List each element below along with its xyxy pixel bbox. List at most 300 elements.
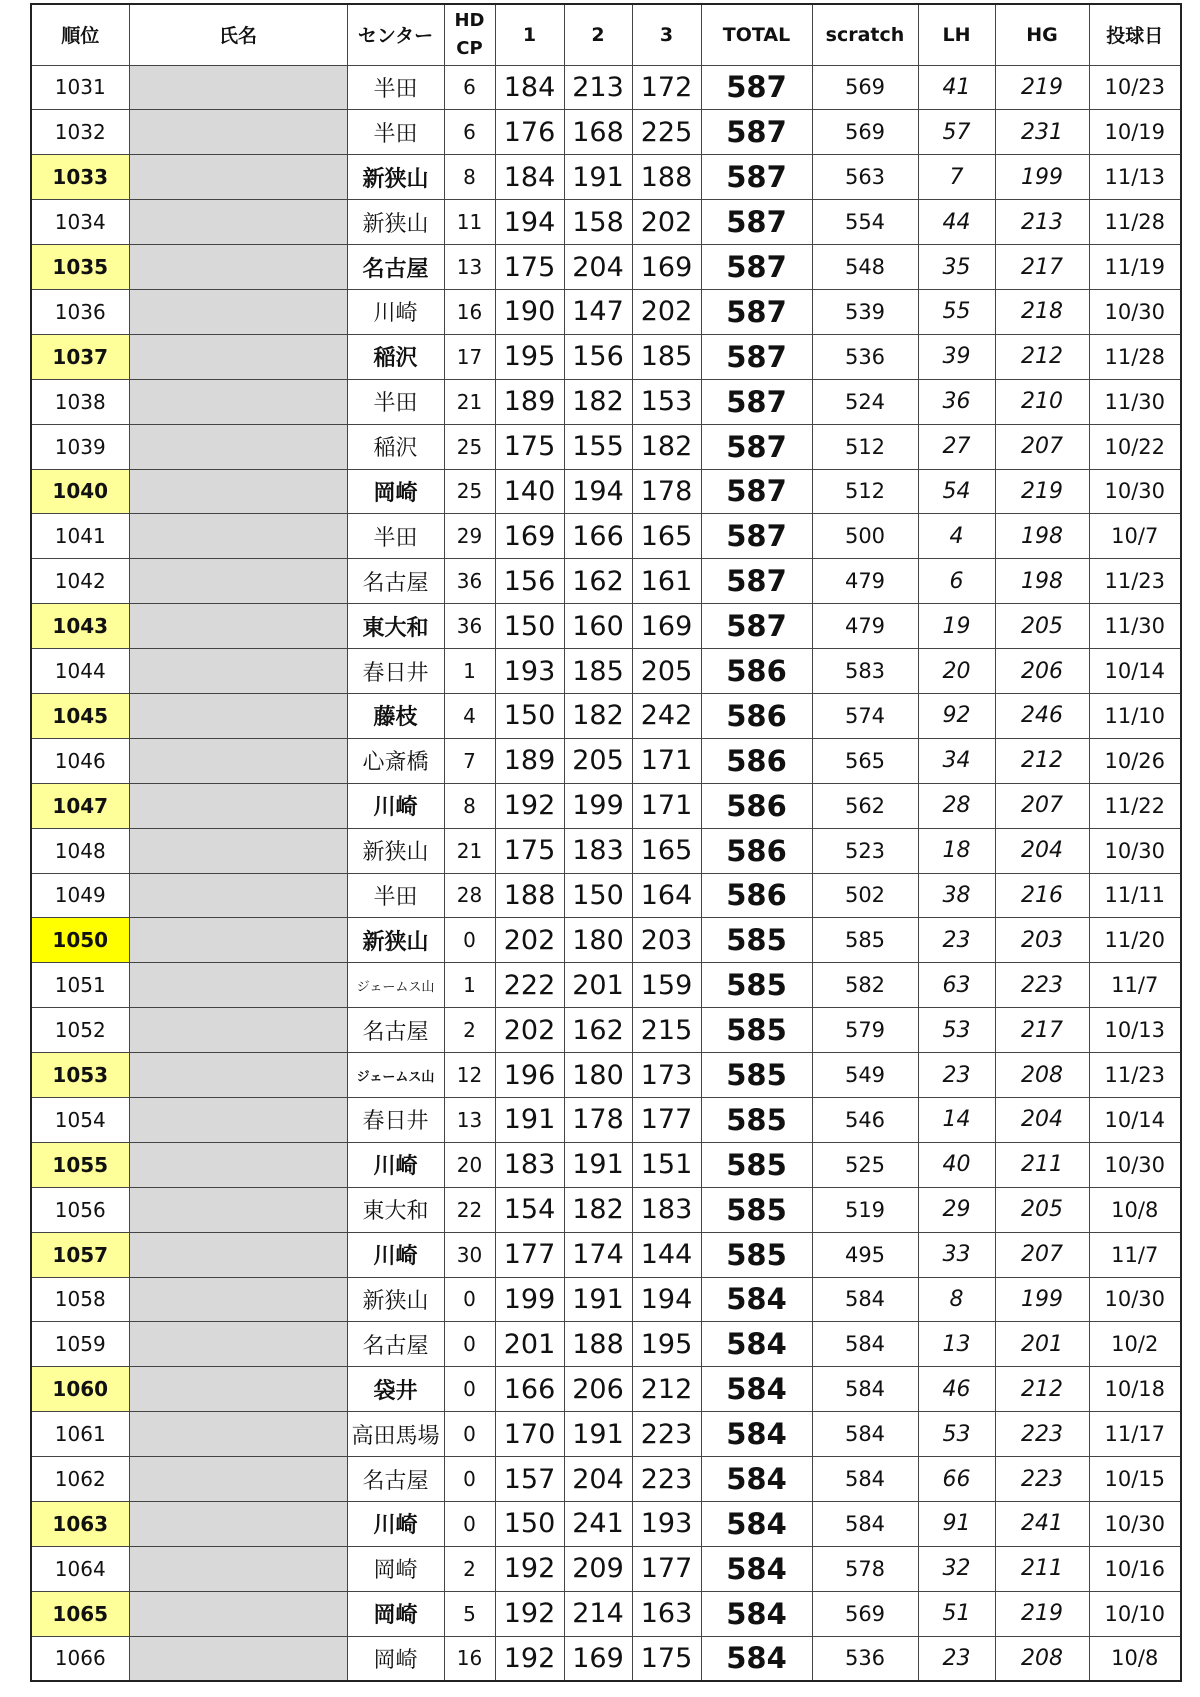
- lh-cell: 23: [918, 918, 995, 963]
- name-cell-redacted: [129, 65, 347, 110]
- lh-cell: 55: [918, 289, 995, 334]
- table-row: [31, 65, 1181, 110]
- table-row: [31, 783, 1181, 828]
- date-cell: 11/10: [1089, 693, 1181, 738]
- center-cell: 高田馬場: [347, 1412, 444, 1457]
- scratch-cell: 546: [812, 1097, 918, 1142]
- hdcp-cell: 12: [444, 1053, 495, 1098]
- date-cell: 11/7: [1089, 963, 1181, 1008]
- hg-cell: 223: [995, 963, 1089, 1008]
- center-cell: 名古屋: [347, 245, 444, 290]
- total-cell: 586: [701, 649, 812, 694]
- table-row: [31, 1232, 1181, 1277]
- name-cell-redacted: [129, 828, 347, 873]
- table-row: [31, 289, 1181, 334]
- table-row: [31, 873, 1181, 918]
- lh-cell: 35: [918, 245, 995, 290]
- header-game-2: 2: [564, 4, 632, 65]
- game2-cell: 209: [564, 1546, 632, 1591]
- lh-cell: 23: [918, 1053, 995, 1098]
- center-cell: 川崎: [347, 783, 444, 828]
- hdcp-cell: 21: [444, 828, 495, 873]
- table-row: [31, 604, 1181, 649]
- game2-cell: 191: [564, 1277, 632, 1322]
- hg-cell: 208: [995, 1636, 1089, 1681]
- total-cell: 587: [701, 334, 812, 379]
- total-cell: 587: [701, 424, 812, 469]
- game1-cell: 192: [495, 1546, 564, 1591]
- lh-cell: 51: [918, 1591, 995, 1636]
- total-cell: 587: [701, 379, 812, 424]
- center-cell: 新狭山: [347, 1277, 444, 1322]
- table-row: [31, 1457, 1181, 1502]
- name-cell-redacted: [129, 1457, 347, 1502]
- hdcp-cell: 28: [444, 873, 495, 918]
- name-cell-redacted: [129, 1142, 347, 1187]
- scratch-cell: 584: [812, 1322, 918, 1367]
- name-cell-redacted: [129, 649, 347, 694]
- game1-cell: 170: [495, 1412, 564, 1457]
- table-row: [31, 1322, 1181, 1367]
- game1-cell: 166: [495, 1367, 564, 1412]
- total-cell: 585: [701, 1187, 812, 1232]
- date-cell: 11/17: [1089, 1412, 1181, 1457]
- date-cell: 10/26: [1089, 738, 1181, 783]
- center-cell: 藤枝: [347, 693, 444, 738]
- hdcp-cell: 11: [444, 200, 495, 245]
- hdcp-cell: 0: [444, 1457, 495, 1502]
- game3-cell: 163: [632, 1591, 701, 1636]
- total-cell: 586: [701, 783, 812, 828]
- table-row: [31, 1412, 1181, 1457]
- scratch-cell: 495: [812, 1232, 918, 1277]
- hg-cell: 199: [995, 1277, 1089, 1322]
- table-row: [31, 1502, 1181, 1547]
- game2-cell: 204: [564, 1457, 632, 1502]
- center-cell: 新狭山: [347, 155, 444, 200]
- game1-cell: 189: [495, 738, 564, 783]
- game3-cell: 171: [632, 738, 701, 783]
- hg-cell: 205: [995, 1187, 1089, 1232]
- hdcp-cell: 2: [444, 1546, 495, 1591]
- date-cell: 11/28: [1089, 334, 1181, 379]
- table-row: [31, 738, 1181, 783]
- table-row: [31, 963, 1181, 1008]
- lh-cell: 44: [918, 200, 995, 245]
- date-cell: 11/7: [1089, 1232, 1181, 1277]
- rank-cell: 1066: [31, 1636, 129, 1681]
- hdcp-cell: 2: [444, 1008, 495, 1053]
- game3-cell: 161: [632, 559, 701, 604]
- game1-cell: 184: [495, 155, 564, 200]
- rank-cell: 1045: [31, 693, 129, 738]
- game1-cell: 188: [495, 873, 564, 918]
- date-cell: 11/28: [1089, 200, 1181, 245]
- game3-cell: 203: [632, 918, 701, 963]
- game3-cell: 215: [632, 1008, 701, 1053]
- scratch-cell: 524: [812, 379, 918, 424]
- game2-cell: 206: [564, 1367, 632, 1412]
- rank-cell: 1054: [31, 1097, 129, 1142]
- date-cell: 10/7: [1089, 514, 1181, 559]
- game3-cell: 172: [632, 65, 701, 110]
- name-cell-redacted: [129, 469, 347, 514]
- scratch-cell: 562: [812, 783, 918, 828]
- date-cell: 10/18: [1089, 1367, 1181, 1412]
- game1-cell: 175: [495, 828, 564, 873]
- name-cell-redacted: [129, 1097, 347, 1142]
- header-hdcp-line2: CP: [456, 37, 483, 59]
- lh-cell: 36: [918, 379, 995, 424]
- hg-cell: 204: [995, 828, 1089, 873]
- table-row: [31, 200, 1181, 245]
- scratch-cell: 536: [812, 334, 918, 379]
- hdcp-cell: 0: [444, 1367, 495, 1412]
- total-cell: 587: [701, 200, 812, 245]
- game1-cell: 202: [495, 918, 564, 963]
- lh-cell: 91: [918, 1502, 995, 1547]
- game2-cell: 213: [564, 65, 632, 110]
- hdcp-cell: 25: [444, 469, 495, 514]
- center-cell: 半田: [347, 110, 444, 155]
- hg-cell: 212: [995, 738, 1089, 783]
- hg-cell: 207: [995, 1232, 1089, 1277]
- table-row: [31, 1187, 1181, 1232]
- hdcp-cell: 8: [444, 783, 495, 828]
- center-cell: 心斎橋: [347, 738, 444, 783]
- hg-cell: 206: [995, 649, 1089, 694]
- date-cell: 10/30: [1089, 1502, 1181, 1547]
- scratch-cell: 548: [812, 245, 918, 290]
- game2-cell: 201: [564, 963, 632, 1008]
- hdcp-cell: 20: [444, 1142, 495, 1187]
- game1-cell: 194: [495, 200, 564, 245]
- rank-cell: 1061: [31, 1412, 129, 1457]
- game2-cell: 168: [564, 110, 632, 155]
- game2-cell: 183: [564, 828, 632, 873]
- game1-cell: 192: [495, 783, 564, 828]
- game3-cell: 225: [632, 110, 701, 155]
- hg-cell: 208: [995, 1053, 1089, 1098]
- lh-cell: 40: [918, 1142, 995, 1187]
- date-cell: 10/30: [1089, 469, 1181, 514]
- game3-cell: 202: [632, 289, 701, 334]
- header-date: 投球日: [1089, 4, 1181, 65]
- lh-cell: 92: [918, 693, 995, 738]
- hg-cell: 217: [995, 245, 1089, 290]
- rank-cell: 1041: [31, 514, 129, 559]
- hdcp-cell: 22: [444, 1187, 495, 1232]
- game3-cell: 195: [632, 1322, 701, 1367]
- game2-cell: 150: [564, 873, 632, 918]
- scratch-cell: 574: [812, 693, 918, 738]
- game3-cell: 169: [632, 245, 701, 290]
- game3-cell: 194: [632, 1277, 701, 1322]
- lh-cell: 34: [918, 738, 995, 783]
- game1-cell: 195: [495, 334, 564, 379]
- center-cell: 名古屋: [347, 1008, 444, 1053]
- game3-cell: 188: [632, 155, 701, 200]
- scratch-cell: 554: [812, 200, 918, 245]
- game3-cell: 144: [632, 1232, 701, 1277]
- rank-cell: 1062: [31, 1457, 129, 1502]
- hdcp-cell: 21: [444, 379, 495, 424]
- center-cell: 稲沢: [347, 334, 444, 379]
- game1-cell: 175: [495, 424, 564, 469]
- lh-cell: 8: [918, 1277, 995, 1322]
- center-cell: 川崎: [347, 289, 444, 334]
- total-cell: 584: [701, 1277, 812, 1322]
- game1-cell: 191: [495, 1097, 564, 1142]
- total-cell: 584: [701, 1591, 812, 1636]
- lh-cell: 63: [918, 963, 995, 1008]
- name-cell-redacted: [129, 738, 347, 783]
- total-cell: 584: [701, 1412, 812, 1457]
- total-cell: 585: [701, 1142, 812, 1187]
- game2-cell: 182: [564, 1187, 632, 1232]
- table-row: [31, 424, 1181, 469]
- rank-cell: 1039: [31, 424, 129, 469]
- header-game-1: 1: [495, 4, 564, 65]
- table-row: [31, 110, 1181, 155]
- hg-cell: 241: [995, 1502, 1089, 1547]
- lh-cell: 20: [918, 649, 995, 694]
- date-cell: 10/30: [1089, 1277, 1181, 1322]
- hdcp-cell: 29: [444, 514, 495, 559]
- game1-cell: 201: [495, 1322, 564, 1367]
- date-cell: 10/13: [1089, 1008, 1181, 1053]
- name-cell-redacted: [129, 918, 347, 963]
- date-cell: 10/23: [1089, 65, 1181, 110]
- rank-cell: 1058: [31, 1277, 129, 1322]
- table-row: [31, 828, 1181, 873]
- scratch-cell: 583: [812, 649, 918, 694]
- total-cell: 586: [701, 693, 812, 738]
- scratch-cell: 585: [812, 918, 918, 963]
- lh-cell: 7: [918, 155, 995, 200]
- game2-cell: 160: [564, 604, 632, 649]
- scratch-cell: 582: [812, 963, 918, 1008]
- game1-cell: 175: [495, 245, 564, 290]
- name-cell-redacted: [129, 245, 347, 290]
- center-cell: 岡崎: [347, 1546, 444, 1591]
- name-cell-redacted: [129, 110, 347, 155]
- name-cell-redacted: [129, 1502, 347, 1547]
- game3-cell: 165: [632, 828, 701, 873]
- center-cell: 名古屋: [347, 559, 444, 604]
- game3-cell: 193: [632, 1502, 701, 1547]
- name-cell-redacted: [129, 1412, 347, 1457]
- rank-cell: 1051: [31, 963, 129, 1008]
- date-cell: 10/16: [1089, 1546, 1181, 1591]
- game1-cell: 156: [495, 559, 564, 604]
- center-cell: 春日井: [347, 1097, 444, 1142]
- ranking-table: [30, 3, 1182, 1682]
- center-cell: 川崎: [347, 1502, 444, 1547]
- center-cell: 岡崎: [347, 1636, 444, 1681]
- game3-cell: 175: [632, 1636, 701, 1681]
- name-cell-redacted: [129, 1008, 347, 1053]
- game1-cell: 150: [495, 1502, 564, 1547]
- date-cell: 10/30: [1089, 828, 1181, 873]
- game3-cell: 183: [632, 1187, 701, 1232]
- game1-cell: 140: [495, 469, 564, 514]
- date-cell: 11/13: [1089, 155, 1181, 200]
- lh-cell: 23: [918, 1636, 995, 1681]
- game1-cell: 154: [495, 1187, 564, 1232]
- game1-cell: 177: [495, 1232, 564, 1277]
- game1-cell: 196: [495, 1053, 564, 1098]
- name-cell-redacted: [129, 604, 347, 649]
- game1-cell: 192: [495, 1636, 564, 1681]
- lh-cell: 6: [918, 559, 995, 604]
- scratch-cell: 539: [812, 289, 918, 334]
- name-cell-redacted: [129, 693, 347, 738]
- game2-cell: 162: [564, 1008, 632, 1053]
- lh-cell: 19: [918, 604, 995, 649]
- game1-cell: 150: [495, 604, 564, 649]
- game1-cell: 157: [495, 1457, 564, 1502]
- scratch-cell: 502: [812, 873, 918, 918]
- game3-cell: 242: [632, 693, 701, 738]
- hg-cell: 210: [995, 379, 1089, 424]
- scratch-cell: 525: [812, 1142, 918, 1187]
- total-cell: 586: [701, 828, 812, 873]
- table-header: [31, 4, 1181, 65]
- game2-cell: 147: [564, 289, 632, 334]
- header-lh: LH: [918, 4, 995, 65]
- lh-cell: 53: [918, 1412, 995, 1457]
- total-cell: 584: [701, 1367, 812, 1412]
- hdcp-cell: 5: [444, 1591, 495, 1636]
- name-cell-redacted: [129, 1546, 347, 1591]
- game1-cell: 193: [495, 649, 564, 694]
- lh-cell: 39: [918, 334, 995, 379]
- rank-cell: 1034: [31, 200, 129, 245]
- game2-cell: 191: [564, 1412, 632, 1457]
- game2-cell: 174: [564, 1232, 632, 1277]
- scratch-cell: 584: [812, 1367, 918, 1412]
- date-cell: 10/22: [1089, 424, 1181, 469]
- game2-cell: 155: [564, 424, 632, 469]
- hg-cell: 223: [995, 1457, 1089, 1502]
- game3-cell: 177: [632, 1097, 701, 1142]
- scratch-cell: 584: [812, 1457, 918, 1502]
- total-cell: 586: [701, 738, 812, 783]
- hg-cell: 219: [995, 469, 1089, 514]
- hdcp-cell: 16: [444, 289, 495, 334]
- table-row: [31, 918, 1181, 963]
- table-row: [31, 1367, 1181, 1412]
- hg-cell: 204: [995, 1097, 1089, 1142]
- hg-cell: 246: [995, 693, 1089, 738]
- center-cell: 岡崎: [347, 1591, 444, 1636]
- lh-cell: 41: [918, 65, 995, 110]
- header-hdcp-line1: HD: [454, 9, 485, 31]
- hg-cell: 207: [995, 783, 1089, 828]
- hg-cell: 201: [995, 1322, 1089, 1367]
- date-cell: 11/11: [1089, 873, 1181, 918]
- total-cell: 585: [701, 963, 812, 1008]
- scratch-cell: 519: [812, 1187, 918, 1232]
- header-scratch: scratch: [812, 4, 918, 65]
- center-cell: 東大和: [347, 604, 444, 649]
- center-cell: ジェームス山: [347, 963, 444, 1008]
- game3-cell: 153: [632, 379, 701, 424]
- name-cell-redacted: [129, 1367, 347, 1412]
- center-cell: 川崎: [347, 1142, 444, 1187]
- game1-cell: 150: [495, 693, 564, 738]
- lh-cell: 57: [918, 110, 995, 155]
- header-name: 氏名: [129, 4, 347, 65]
- name-cell-redacted: [129, 155, 347, 200]
- total-cell: 587: [701, 155, 812, 200]
- header-center: センター: [347, 4, 444, 65]
- lh-cell: 29: [918, 1187, 995, 1232]
- table-row: [31, 693, 1181, 738]
- center-cell: 半田: [347, 65, 444, 110]
- center-cell: 半田: [347, 379, 444, 424]
- hg-cell: 211: [995, 1546, 1089, 1591]
- rank-cell: 1063: [31, 1502, 129, 1547]
- name-cell-redacted: [129, 424, 347, 469]
- header-row: [31, 4, 1181, 65]
- game3-cell: 202: [632, 200, 701, 245]
- hg-cell: 231: [995, 110, 1089, 155]
- name-cell-redacted: [129, 1232, 347, 1277]
- game2-cell: 178: [564, 1097, 632, 1142]
- date-cell: 11/23: [1089, 559, 1181, 604]
- header-total: TOTAL: [701, 4, 812, 65]
- total-cell: 585: [701, 1053, 812, 1098]
- hg-cell: 198: [995, 514, 1089, 559]
- date-cell: 11/19: [1089, 245, 1181, 290]
- game1-cell: 199: [495, 1277, 564, 1322]
- game3-cell: 178: [632, 469, 701, 514]
- game2-cell: 180: [564, 918, 632, 963]
- date-cell: 10/30: [1089, 1142, 1181, 1187]
- game3-cell: 177: [632, 1546, 701, 1591]
- center-cell: 半田: [347, 514, 444, 559]
- rank-cell: 1042: [31, 559, 129, 604]
- hdcp-cell: 25: [444, 424, 495, 469]
- date-cell: 10/10: [1089, 1591, 1181, 1636]
- game3-cell: 151: [632, 1142, 701, 1187]
- lh-cell: 54: [918, 469, 995, 514]
- total-cell: 587: [701, 110, 812, 155]
- rank-cell: 1056: [31, 1187, 129, 1232]
- center-cell: 岡崎: [347, 469, 444, 514]
- lh-cell: 46: [918, 1367, 995, 1412]
- hg-cell: 219: [995, 1591, 1089, 1636]
- name-cell-redacted: [129, 559, 347, 604]
- rank-cell: 1060: [31, 1367, 129, 1412]
- hg-cell: 205: [995, 604, 1089, 649]
- game1-cell: 190: [495, 289, 564, 334]
- game2-cell: 162: [564, 559, 632, 604]
- scratch-cell: 578: [812, 1546, 918, 1591]
- game3-cell: 159: [632, 963, 701, 1008]
- scratch-cell: 569: [812, 1591, 918, 1636]
- game1-cell: 184: [495, 65, 564, 110]
- name-cell-redacted: [129, 1053, 347, 1098]
- name-cell-redacted: [129, 1591, 347, 1636]
- hdcp-cell: 0: [444, 918, 495, 963]
- hdcp-cell: 0: [444, 1502, 495, 1547]
- game2-cell: 182: [564, 693, 632, 738]
- game3-cell: 212: [632, 1367, 701, 1412]
- date-cell: 10/8: [1089, 1636, 1181, 1681]
